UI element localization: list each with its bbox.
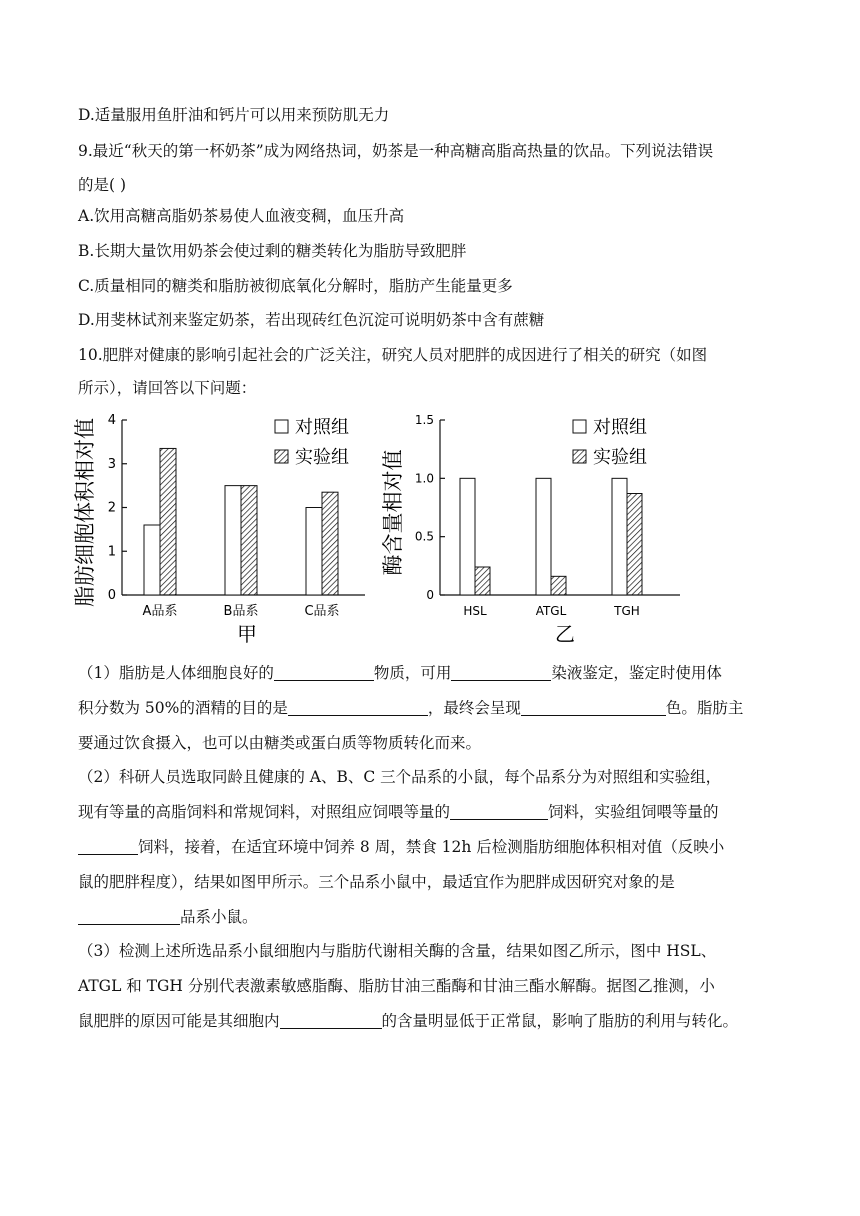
y-tick-label: 3 — [107, 456, 116, 472]
bar-control — [460, 478, 475, 595]
legend-swatch — [573, 420, 586, 433]
blank-5[interactable] — [450, 801, 548, 820]
q9-option-b: B.长期大量饮用奶茶会使过剩的糖类转化为脂肪导致肥胖 — [78, 242, 467, 260]
q9-option-c: C.质量相同的糖类和脂肪被彻底氧化分解时，脂肪产生能量更多 — [78, 277, 513, 295]
y-tick-label: 1.0 — [414, 471, 434, 486]
legend-label: 对照组 — [295, 417, 349, 438]
chart-caption: 乙 — [555, 622, 575, 646]
blank-6[interactable] — [78, 836, 138, 855]
q8-option-d: D.适量服用鱼肝油和钙片可以用来预防肌无力 — [78, 106, 390, 124]
bar-experiment — [551, 576, 566, 595]
legend-swatch — [275, 450, 288, 463]
q9-option-d: D.用斐林试剂来鉴定奶茶，若出现砖红色沉淀可说明奶茶中含有蔗糖 — [78, 311, 545, 329]
x-category-label: TGH — [614, 604, 640, 618]
chart-jia — [70, 405, 380, 655]
y-axis-title: 酶含量相对值 — [381, 449, 405, 576]
y-tick-label: 1.5 — [414, 413, 434, 427]
q9-stem-line1: 9.最近“秋天的第一杯奶茶”成为网络热词，奶茶是一种高糖高脂高热量的饮品。下列说法错误 — [78, 142, 714, 160]
bar-control — [536, 478, 551, 595]
x-category-label: B品系 — [223, 604, 259, 619]
bar-experiment — [627, 494, 642, 596]
q9-stem-line2: 的是( ) — [78, 176, 127, 194]
x-category-label: ATGL — [535, 604, 567, 618]
blank-4[interactable] — [521, 697, 666, 716]
blank-7[interactable] — [78, 906, 180, 925]
bar-control — [144, 525, 160, 595]
bar-experiment — [475, 567, 490, 595]
bar-experiment — [160, 448, 176, 595]
legend-label: 对照组 — [593, 417, 647, 438]
chart-caption: 甲 — [237, 622, 257, 646]
bar-control — [225, 486, 241, 595]
y-tick-label: 0.5 — [414, 529, 434, 544]
blank-2[interactable] — [451, 662, 551, 681]
chart-yi — [380, 405, 700, 655]
q10-stem-line2: 所示），请回答以下问题： — [78, 379, 257, 397]
blank-3[interactable] — [288, 697, 428, 716]
y-axis-title: 脂肪细胞体积相对值 — [73, 418, 97, 607]
sub-question-2: （2）科研人员选取同龄且健康的 A、B、C 三个品系的小鼠，每个品系分为对照组和实验组， 现有等量的高脂饲料和常规饲料，对照组应饲喂等量的 饲料，实验组饲喂等量的 饲料，接着，在适宜环境中饲养 8 周，禁食 12h 后检测脂肪细胞体积相对值（反映小 鼠的肥胖程度），结果如图甲所示。三个品系小鼠中，最适宜作为肥胖成因研究对象的是 品系小鼠。 — [78, 768, 725, 926]
y-tick-label: 4 — [107, 413, 116, 428]
y-tick-label: 1 — [107, 544, 116, 560]
blank-8[interactable] — [280, 1010, 382, 1029]
legend-swatch — [275, 420, 288, 433]
y-tick-label: 0 — [426, 588, 434, 602]
legend-label: 实验组 — [295, 447, 349, 468]
sub-question-3: （3）检测上述所选品系小鼠细胞内与脂肪代谢相关酶的含量，结果如图乙所示，图中 HSL、 ATGL 和 TGH 分别代表激素敏感脂酶、脂肪甘油三酯酶和甘油三酯水解酶。据图乙推测，小 鼠肥胖的原因可能是其细胞内 的含量明显低于正常鼠，影响了脂肪的利用与转化。 — [78, 942, 739, 1030]
y-tick-label: 2 — [107, 500, 116, 516]
x-category-label: A品系 — [142, 604, 178, 619]
x-category-label: C品系 — [304, 604, 340, 619]
blank-1[interactable] — [274, 662, 374, 681]
y-tick-label: 0 — [107, 588, 116, 603]
bar-control — [306, 508, 322, 596]
legend-label: 实验组 — [593, 447, 647, 468]
bar-experiment — [322, 492, 338, 595]
bar-experiment — [241, 486, 257, 595]
bar-control — [612, 478, 627, 595]
q10-stem-line1: 10.肥胖对健康的影响引起社会的广泛关注，研究人员对肥胖的成因进行了相关的研究（如图 — [78, 346, 708, 364]
x-category-label: HSL — [463, 604, 487, 618]
q9-option-a: A.饮用高糖高脂奶茶易使人血液变稠，血压升高 — [78, 207, 405, 225]
legend-swatch — [573, 450, 586, 463]
sub-question-1: （1）脂肪是人体细胞良好的 物质，可用 染液鉴定，鉴定时使用体 积分数为 50%的酒精的目的是 ，最终会呈现 色。脂肪主 要通过饮食摄入，也可以由糖类或蛋白质等物质转化而来。 — [78, 664, 744, 752]
